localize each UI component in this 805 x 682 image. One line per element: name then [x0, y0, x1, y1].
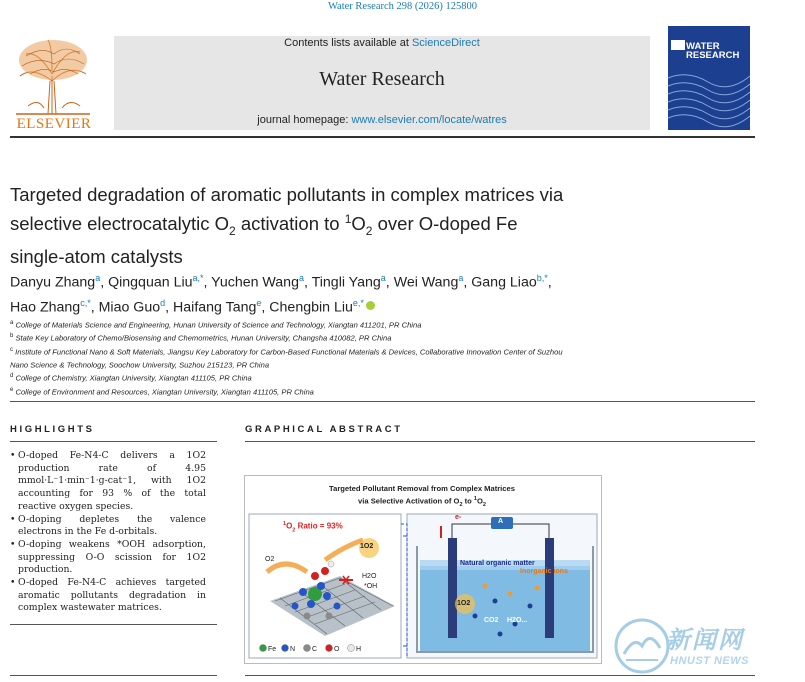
author-name[interactable]: Gang Liao [471, 274, 537, 291]
watermark-en-text: HNUST NEWS [670, 655, 749, 667]
author-separator: , [203, 274, 212, 291]
ga-legend-label: Fe [268, 646, 277, 653]
author-separator: , [463, 274, 472, 291]
orcid-icon[interactable] [366, 301, 375, 310]
affiliation-item [10, 318, 710, 331]
affiliation-text: College of Environment and Resources, Xiangtan University, Xiangtan 411105, PR China [15, 387, 314, 397]
author-name[interactable]: Chengbin Liu [269, 299, 353, 316]
affiliation-item [10, 358, 710, 371]
ga-ratio-seg: O [286, 521, 293, 531]
highlight-item: • O-doped Fe-N4-C delivers a 1O2 production rate of 4.95 mmol·L⁻1·min⁻1·g-cat⁻1, with 1O2 accounting for 93 % of the total reactive oxygen species. [10, 450, 206, 514]
ga-title-sub: 2 [482, 502, 486, 509]
author-separator: , [90, 299, 99, 316]
ga-1o2-label: 1O2 [360, 543, 374, 550]
highlight-item: • O-doped Fe-N4-C achieves targeted aromatic pollutants degradation in complex wastewater matrices. [10, 577, 206, 615]
author-affiliation-marker[interactable]: a [458, 273, 464, 283]
section-divider [10, 401, 755, 402]
ga-h2o-label-b: H2O... [507, 617, 528, 624]
affiliation-key: d [10, 373, 14, 380]
author-name[interactable]: Haifang Tang [173, 299, 257, 316]
contents-prefix: Contents lists available at [284, 37, 412, 49]
title-line-2 [10, 207, 650, 244]
ga-title-line-1: Targeted Pollutant Removal from Complex Matrices [329, 484, 515, 493]
affiliation-key: b [10, 333, 14, 340]
article-title [10, 182, 650, 269]
ga-inorganic-ions-label: Inorganic ions [520, 568, 568, 575]
author-separator: , [100, 274, 109, 291]
author-affiliation-marker[interactable]: b,* [536, 273, 548, 283]
affiliation-text: Nano Science & Technology, Soochow University, Suzhou 215123, PR China [10, 360, 270, 370]
affiliation-key: e [10, 386, 14, 393]
author-affiliation-marker[interactable]: d [160, 297, 166, 308]
ga-title-sub: 2 [459, 502, 463, 509]
highlights-list [10, 450, 206, 615]
header-divider [10, 136, 755, 138]
author-name[interactable]: Wei Wang [393, 274, 459, 291]
title-sub: 2 [365, 223, 373, 238]
author-separator: , [385, 274, 394, 291]
ga-title-seg: to [462, 496, 474, 506]
title-seg: selective electrocatalytic O [10, 213, 230, 235]
cover-title-line1: WATER [686, 41, 720, 52]
ga-title-seg: via Selective Activation of O [358, 496, 460, 506]
ga-h2o-label: H2O [362, 573, 377, 580]
author-affiliation-marker[interactable]: a,* [192, 273, 204, 283]
ga-co2-label: CO2 [484, 617, 499, 624]
affiliation-text: State Key Laboratory of Chemo/Biosensing and Chemometrics, Hunan University, Changsha 410082, PR China [15, 333, 392, 343]
author-affiliation-marker[interactable]: a [95, 273, 101, 283]
ga-figure-title [244, 484, 600, 510]
affiliation-key: c [10, 346, 13, 353]
affiliation-item [10, 345, 710, 358]
ga-ammeter-label: A [498, 518, 504, 525]
citation-line[interactable] [0, 1, 805, 12]
watermark-cn-text: 新闻网 [666, 626, 744, 654]
graphical-abstract-rule [245, 441, 755, 442]
publisher-name: ELSEVIER [16, 116, 92, 132]
ga-legend-label: N [290, 646, 296, 653]
ga-ratio-label [283, 521, 343, 533]
highlights-bottom-rule [10, 624, 217, 625]
journal-title: Water Research [319, 68, 445, 90]
author-name[interactable]: Miao Guo [98, 299, 161, 316]
cover-title-line2: RESEARCH [686, 50, 740, 61]
affiliation-item [10, 331, 710, 344]
author-name[interactable]: Qingquan Liu [108, 274, 193, 291]
affiliation-text: Institute of Functional Nano & Soft Materials, Jiangsu Key Laboratory for Carbon-Based Functional Materials & Devices, Collaborative Innovation Center of Suzhou [15, 347, 563, 357]
ga-ratio-sub: 2 [292, 527, 296, 534]
affiliation-item [10, 385, 710, 398]
ga-legend-label: C [312, 646, 318, 653]
author-affiliation-marker[interactable]: a [298, 273, 304, 283]
author-affiliation-marker[interactable]: c,* [80, 297, 91, 308]
author-name[interactable]: Hao Zhang [10, 299, 81, 316]
ga-ratio-seg: Ratio = 93% [295, 521, 343, 531]
journal-homepage-link[interactable]: www.elsevier.com/locate/watres [351, 114, 507, 126]
title-seg: activation to [235, 213, 345, 235]
highlights-heading: HIGHLIGHTS [10, 424, 95, 435]
homepage-line [114, 114, 650, 126]
author-separator: , [303, 274, 312, 291]
author-separator: , [165, 299, 174, 316]
title-sub: 2 [229, 223, 236, 238]
author-affiliation-marker[interactable]: e,* [352, 297, 364, 308]
sciencedirect-link[interactable]: ScienceDirect [411, 37, 480, 49]
left-bottom-rule [10, 675, 217, 676]
ga-oh-label: *OH [364, 583, 378, 590]
ga-ratio-sup: 1 [283, 521, 287, 527]
ga-legend-swatch [282, 645, 289, 652]
affiliation-list [10, 318, 710, 398]
ga-legend-swatch [260, 645, 267, 652]
author-separator: , [547, 274, 552, 291]
homepage-prefix: journal homepage: [257, 114, 352, 126]
highlights-rule [10, 441, 217, 442]
ga-title-sup: 1 [473, 496, 477, 502]
title-sup: 1 [344, 212, 352, 226]
title-seg: over O-doped Fe [372, 213, 518, 235]
ga-legend-swatch [304, 645, 311, 652]
ga-legend-label: H [356, 646, 362, 653]
ga-natural-organic-label: Natural organic matter [460, 560, 535, 567]
affiliation-text: College of Materials Science and Engineering, Hunan University of Science and Technology, Xiangtan 411201, PR China [15, 320, 422, 330]
author-separator: , [261, 299, 270, 316]
ga-1o2-label-b: 1O2 [457, 600, 471, 607]
contents-line [114, 37, 650, 49]
ga-o2-label: O2 [265, 556, 275, 563]
title-line-1: Targeted degradation of aromatic pollutants in complex matrices via [10, 184, 564, 205]
affiliation-key: a [10, 320, 14, 326]
affiliation-item [10, 371, 710, 384]
graphical-abstract-heading: GRAPHICAL ABSTRACT [245, 424, 403, 435]
ga-legend-swatch [348, 645, 355, 652]
author-name[interactable]: Yuchen Wang [211, 274, 299, 291]
author-name[interactable]: Danyu Zhang [10, 274, 96, 291]
citation-link[interactable]: Water Research 298 (2026) 125800 [327, 1, 478, 12]
author-name[interactable]: Tingli Yang [311, 274, 381, 291]
highlight-item: • O-doping depletes the valence electrons in the Fe d-orbitals. [10, 514, 206, 539]
ga-title-line-2 [244, 494, 600, 510]
ga-electron-label: e- [455, 514, 462, 521]
highlight-item: • O-doping weakens *OOH adsorption, suppressing O-O scission for 1O2 production. [10, 539, 206, 577]
author-affiliation-marker[interactable]: e [256, 297, 262, 308]
ga-legend-label: O [334, 646, 340, 653]
author-list [10, 268, 650, 317]
ga-legend-swatch [326, 645, 333, 652]
affiliation-text: College of Chemistry, Xiangtan University, Xiangtan 411105, PR China [15, 373, 252, 383]
author-affiliation-marker[interactable]: a [380, 273, 386, 283]
cover-title [686, 42, 750, 60]
title-seg: O [351, 213, 366, 235]
title-line-3: single-atom catalysts [10, 245, 183, 267]
ga-title-seg: O [476, 496, 483, 506]
